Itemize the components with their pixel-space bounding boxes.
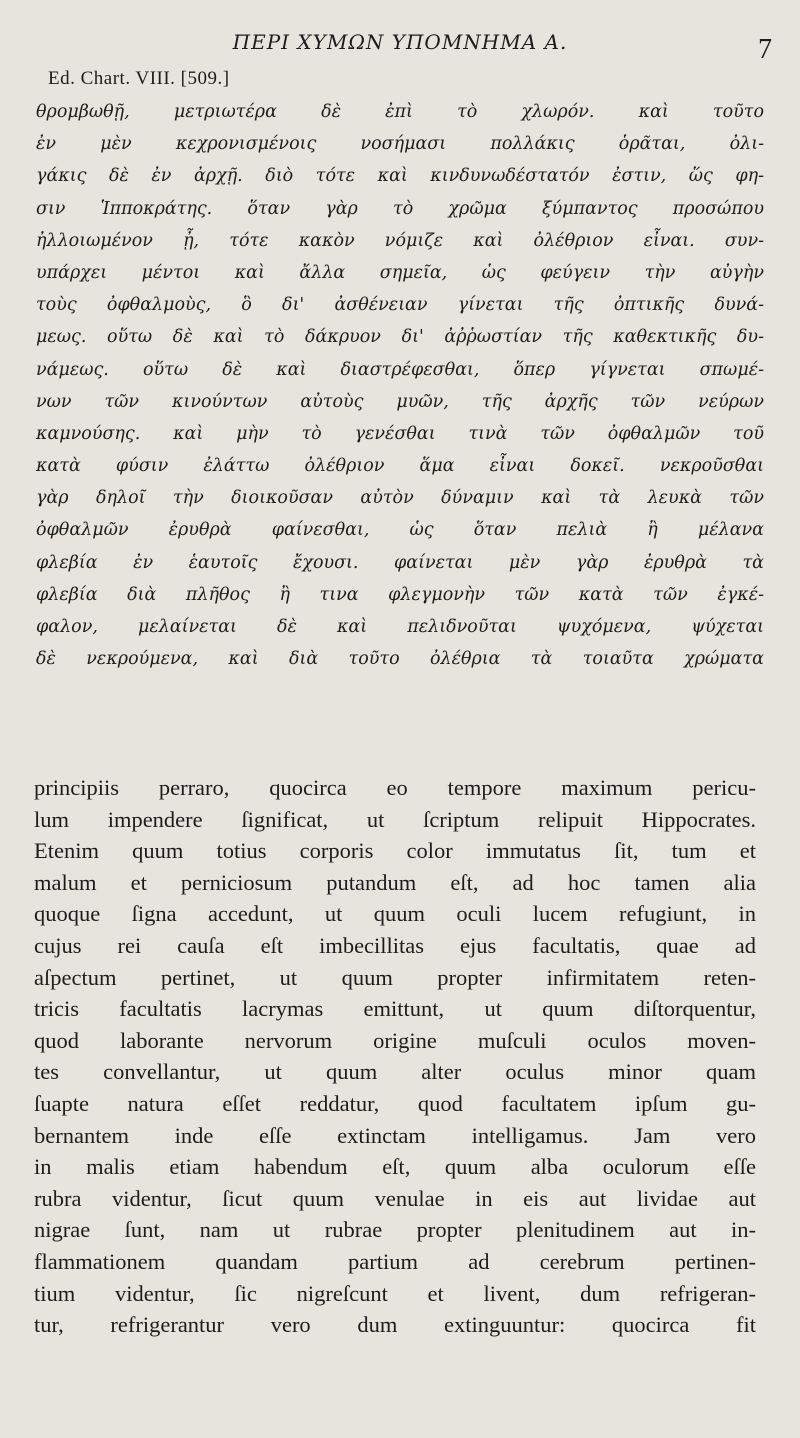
- latin-line: Etenim quum totius corporis color immutatus ſit, tum et: [34, 838, 756, 864]
- running-head: [0, 30, 800, 65]
- greek-line: κατὰ φύσιν ἐλάττω ὀλέθριον ἅμα εἶναι δοκεῖ. νεκροῦσθαι: [36, 456, 764, 477]
- latin-line: tricis facultatis lacrymas emittunt, ut quum diſtorquentur,: [34, 996, 756, 1022]
- greek-line: ἐν μὲν κεχρονισμένοις νοσήμασι πολλάκις ὁρᾶται, ὀλι-: [36, 134, 764, 155]
- latin-line: cujus rei cauſa eſt imbecillitas ejus facultatis, quae ad: [34, 932, 756, 958]
- greek-line: φαλον, μελαίνεται δὲ καὶ πελιδνοῦται ψυχόμενα, ψύχεται: [36, 617, 764, 637]
- latin-line: rubra videntur, ſicut quum venulae in eis aut lividae aut: [34, 1185, 756, 1211]
- latin-line: flammationem quandam partium ad cerebrum pertinen-: [34, 1248, 756, 1274]
- latin-line: tur, refrigerantur vero dum extinguuntur: quocirca fit: [34, 1312, 756, 1338]
- latin-text-block: [34, 772, 756, 1341]
- latin-line: tium videntur, ſic nigreſcunt et livent, dum refrigeran-: [34, 1280, 756, 1306]
- greek-line: ὀφθαλμῶν ἐρυθρὰ φαίνεσθαι, ὡς ὅταν πελιὰ ἢ μέλανα: [36, 520, 764, 541]
- greek-line: δὲ νεκρούμενα, καὶ διὰ τοῦτο ὀλέθρια τὰ τοιαῦτα χρώματα: [36, 649, 764, 670]
- latin-line: principiis perraro, quocirca eo tempore maximum pericu-: [34, 775, 756, 800]
- greek-line: σιν Ἱπποκράτης. ὅταν γὰρ τὸ χρῶμα ξύμπαντος προσώπου: [36, 198, 764, 219]
- greek-line: γάκις δὲ ἐν ἀρχῇ. διὸ τότε καὶ κινδυνωδέστατόν ἐστιν, ὥς φη-: [36, 166, 764, 187]
- latin-line: malum et perniciosum putandum eſt, ad hoc tamen alia: [34, 869, 756, 895]
- greek-line: νάμεως. οὕτω δὲ καὶ διαστρέφεσθαι, ὅπερ γίγνεται σπωμέ-: [36, 359, 764, 380]
- greek-line: γὰρ δηλοῖ τὴν διοικοῦσαν αὐτὸν δύναμιν καὶ τὰ λευκὰ τῶν: [36, 488, 764, 509]
- greek-line: νων τῶν κινούντων αὐτοὺς μυῶν, τῆς ἀρχῆς τῶν νεύρων: [36, 391, 764, 412]
- edition-reference: Ed. Chart. VIII. [509.]: [48, 68, 230, 89]
- page-number: 7: [758, 34, 772, 65]
- latin-line: in malis etiam habendum eſt, quum alba oculorum eſſe: [34, 1154, 756, 1180]
- greek-line: τοὺς ὀφθαλμοὺς, ὃ δι' ἀσθένειαν γίνεται τῆς ὀπτικῆς δυνά-: [36, 295, 764, 316]
- latin-line: bernantem inde eſſe extinctam intelligamus. Jam vero: [34, 1122, 756, 1148]
- latin-line: tes convellantur, ut quum alter oculus minor quam: [34, 1059, 756, 1085]
- greek-text-block: [36, 96, 764, 675]
- greek-line: φλεβία ἐν ἑαυτοῖς ἔχουσι. φαίνεται μὲν γὰρ ἐρυθρὰ τὰ: [36, 552, 764, 573]
- latin-line: quoque ſigna accedunt, ut quum oculi lucem refugiunt, in: [34, 901, 756, 927]
- greek-line: φλεβία διὰ πλῆθος ἢ τινα φλεγμονὴν τῶν κατὰ τῶν ἐγκέ-: [36, 584, 764, 605]
- latin-line: quod laborante nervorum origine muſculi oculos moven-: [34, 1027, 756, 1053]
- greek-line: μεως. οὕτω δὲ καὶ τὸ δάκρυον δι' ἀῤῥωστίαν τῆς καθεκτικῆς δυ-: [36, 327, 764, 348]
- latin-line: aſpectum pertinet, ut quum propter infirmitatem reten-: [34, 964, 756, 990]
- running-title: ΠΕΡΙ ΧΥΜΩΝ ΥΠΟΜΝΗΜΑ Α.: [232, 30, 568, 54]
- latin-line: ſuapte natura eſſet reddatur, quod facultatem ipſum gu-: [34, 1090, 756, 1116]
- latin-line: lum impendere ſignificat, ut ſcriptum relipuit Hippocrates.: [34, 806, 756, 832]
- greek-line: καμνούσης. καὶ μὴν τὸ γενέσθαι τινὰ τῶν ὀφθαλμῶν τοῦ: [36, 423, 764, 444]
- latin-line: nigrae ſunt, nam ut rubrae propter plenitudinem aut in-: [34, 1217, 756, 1243]
- greek-line: υπάρχει μέντοι καὶ ἄλλα σημεῖα, ὡς φεύγειν τὴν αὐγὴν: [36, 262, 764, 283]
- greek-line: ἠλλοιωμένον ᾖ, τότε κακὸν νόμιζε καὶ ὀλέθριον εἶναι. συν-: [36, 230, 764, 251]
- greek-line: θρομβωθῇ, μετριωτέρα δὲ ἐπὶ τὸ χλωρόν. καὶ τοῦτο: [36, 102, 764, 122]
